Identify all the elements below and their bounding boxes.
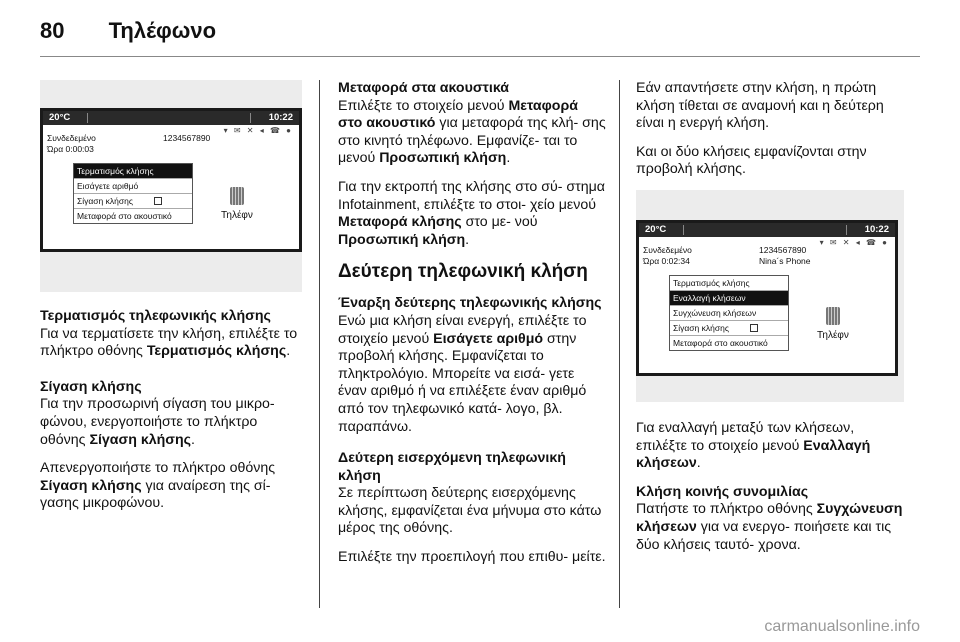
call-menu: [669, 275, 789, 351]
phone-icon: Τηλέφν: [817, 307, 849, 345]
end-call-heading: Τερματισμός τηλεφωνικής κλήσης: [40, 308, 271, 324]
status-bar: 20°C 10:22: [639, 223, 895, 237]
menu-item-transfer[interactable]: Μεταφορά στο ακουστικό: [77, 211, 172, 221]
second-call-heading: Δεύτερη τηλεφωνική κλήση: [338, 261, 588, 283]
menu-item-swap-calls[interactable]: Εναλλαγή κλήσεων: [670, 291, 788, 306]
column-1: 20°C 10:22 ▾ ✉ ✕ ◂ ☎ ● Συνδεδεμένο 1234567890 Ώρα 0:00:03 Τερματισμός κλήσης Εισάγετε αριθμό Σίγαση κλήσης Μεταφορά στο ακουστικό Τηλέφν Τερματισμός τηλεφωνικής κλήσης Για να τερματίσετε την κλήση, επιλέξτε το πλήκτρο οθόνης Τερματισμός κλήσης. Σίγαση κλήσης Για την προσωρινή σίγαση του μικρο- φώνου, ενεργοποιήστε το πλήκτρο οθόνης Σίγαση κλήσης. Απενεργοποιήστε το πλήκτρο οθόνης Σίγαση κλήσης για αναίρεση της σί- γασης μικροφώνου.: [40, 80, 302, 525]
two-calls-screen: 20°C 10:22 ▾ ✉ ✕ ◂ ☎ ● Συνδεδεμένο 1234567890 Ώρα 0:02:34 Nina´s Phone Τερματισμός κλήσης Εναλλαγή κλήσεων Συγχώνευση κλήσεων Σίγαση κλήσης Μεταφορά στο ακουστικό Τηλέφν: [636, 220, 898, 376]
mute-heading: Σίγαση κλήσης: [40, 378, 142, 395]
call-screen: [40, 108, 302, 252]
menu-item-merge-calls[interactable]: Συγχώνευση κλήσεων: [670, 306, 788, 321]
incoming-heading: Δεύτερη εισερχόμενη τηλεφωνική κλήση: [338, 450, 566, 484]
start-second-heading: Έναρξη δεύτερης τηλεφωνικής κλήσης: [338, 295, 602, 312]
connected-label: Συνδεδεμένο: [47, 133, 96, 143]
column-divider: [619, 80, 620, 608]
transfer-heading: Μεταφορά στα ακουστικά: [338, 80, 509, 96]
figure-two-calls: [636, 190, 904, 402]
column-3: Εάν απαντήσετε στην κλήση, η πρώτη κλήση τίθεται σε αναμονή και η δεύτερη είναι η ενεργή κλήση. Και οι δύο κλήσεις εμφανίζονται στην προβολή κλήσης. 20°C 10:22 ▾ ✉ ✕ ◂ ☎ ● Συνδεδεμένο 1234567890 Ώρα 0:02:34 Nina´s Phone Τερματισμός κλήσης Εναλλαγή κλήσεων Συγχώνευση κλήσεων Σίγαση κλήσης Μεταφορά στο ακουστικό Τηλέφν Για εναλλαγή μεταξύ των κλήσεων, επιλέξτε το στοιχείο μενού Εναλλαγή κλήσεων. Κλήση κοινής συνομιλίας Πατήστε το πλήκτρο οθόνης Συγχώνευση κλήσεων για να ενεργο- ποιήσετε και τις δύο κλήσεις ταυτό- χρονα.: [636, 80, 903, 553]
second-caller: Nina´s Phone: [759, 255, 811, 266]
status-icons: ▾ ✉ ✕ ◂ ☎ ●: [819, 237, 889, 247]
page-header: [40, 18, 216, 44]
header-rule: [40, 56, 920, 57]
conference-heading: Κλήση κοινής συνομιλίας: [636, 483, 809, 500]
call-menu: [73, 163, 193, 224]
page-title: Τηλέφωνο: [108, 18, 217, 43]
status-icons: ▾ ✉ ✕ ◂ ☎ ●: [223, 126, 293, 135]
column-divider: [319, 80, 320, 608]
menu-item-transfer[interactable]: Μεταφορά στο ακουστικό: [673, 337, 768, 348]
menu-item-mute[interactable]: Σίγαση κλήσης: [74, 194, 192, 209]
figure-call-screen: [40, 80, 302, 292]
watermark: carmanualsonline.info: [764, 618, 920, 635]
call-duration: Ώρα 0:00:03: [47, 144, 94, 154]
menu-item-end-call[interactable]: Τερματισμός κλήσης: [74, 164, 192, 179]
menu-item-mute[interactable]: Σίγαση κλήσης: [670, 321, 788, 336]
menu-item-enter-number[interactable]: Εισάγετε αριθμό: [74, 179, 192, 194]
phone-icon: Τηλέφν: [221, 187, 253, 225]
checkbox-icon: [750, 324, 758, 332]
checkbox-icon: [154, 197, 162, 205]
menu-item-end-call[interactable]: Τερματισμός κλήσης: [670, 276, 788, 291]
column-2: Μεταφορά στα ακουστικά Επιλέξτε το στοιχείο μενού Μεταφορά στο ακουστικό για μεταφορά της κλή- σης στο κινητό τηλέφωνο. Εμφανίζε- ται το μενού Προσωπική κλήση. Για την εκτροπή της κλήσης στο σύ- στημα Infotainment, επιλέξτε το στοι- χείο μενού Μεταφορά κλήσης στο με- νού Προσωπική κλήση. Δεύτερη τηλεφωνική κλήση Έναρξη δεύτερης τηλεφωνικής κλήσης Ενώ μια κλήση είναι ενεργή, επιλέξτε το στοιχείο μενού Εισάγετε αριθμό στην προβολή κλήσης. Εμφανίζεται το πληκτρολόγιο. Μπορείτε να εισά- γετε έναν αριθμό ή να επιλέξετε έναν αριθμό από τον τηλεφωνικό κατά- λογο, βλ. παραπάνω. Δεύτερη εισερχόμενη τηλεφωνική κλήση Σε περίπτωση δεύτερης εισερχόμενης κλήσης, εμφανίζεται ένα μήνυμα στο κάτω μέρος της οθόνης. Επιλέξτε την προεπιλογή που επιθυ- μείτε.: [338, 80, 606, 566]
caller-number: 1234567890: [163, 133, 211, 143]
temperature: 20°C: [49, 112, 71, 123]
page-number: 80: [40, 18, 65, 43]
clock: 10:22: [268, 112, 293, 123]
status-bar: [43, 111, 299, 125]
